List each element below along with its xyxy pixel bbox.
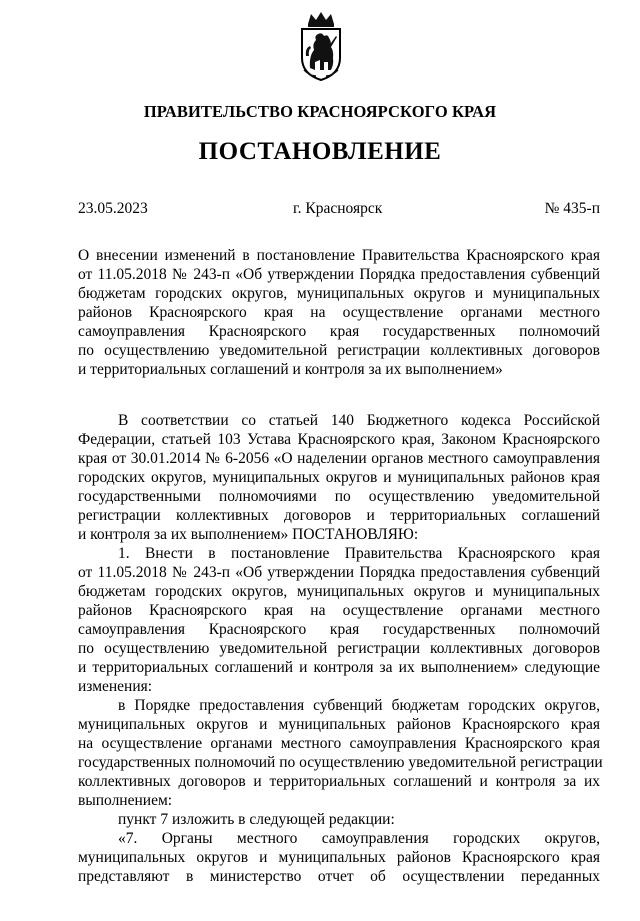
body-line: государственными полномочиями по осуществлению уведомительной — [78, 488, 600, 505]
body-line: представляют в министерство отчет об осуществлении переданных — [78, 868, 600, 885]
government-name: ПРАВИТЕЛЬСТВО КРАСНОЯРСКОГО КРАЯ — [143, 102, 497, 121]
body-line: муниципальных округов и муниципальных районов Красноярского края — [78, 849, 600, 866]
subject-line: самоуправления Красноярского края государственных полномочий — [78, 323, 600, 340]
document-city: г. Красноярск — [293, 200, 383, 217]
body-line: и контроля за их выполнением» ПОСТАНОВЛЯЮ: — [78, 526, 419, 543]
subject-line: по осуществлению уведомительной регистрации коллективных договоров — [78, 342, 600, 359]
body-line: муниципальных округов и муниципальных районов Красноярского края — [78, 716, 600, 733]
subject-line: от 11.05.2018 № 243-п «Об утверждении Порядка предоставления субвенций — [78, 266, 600, 283]
body-line: городских округов, муниципальных округов и муниципальных районов края — [78, 469, 600, 486]
subject-line: районов Красноярского края на осуществление органами местного — [78, 304, 600, 321]
body-line: 1. Внести в постановление Правительства Красноярского края — [118, 545, 600, 562]
subject-line: О внесении изменений в постановление Правительства Красноярского края — [78, 247, 600, 264]
body-line: от 11.05.2018 № 243-п «Об утверждении Порядка предоставления субвенций — [78, 564, 600, 581]
body-line: районов Красноярского края на осуществление органами местного — [78, 602, 600, 619]
document-body — [78, 411, 603, 886]
body-line: регистрации коллективных договоров и территориальных соглашений — [78, 507, 600, 524]
body-line: в Порядке предоставления субвенций бюджетам городских округов, — [118, 697, 600, 714]
coat-of-arms-icon — [296, 10, 346, 82]
document-subject — [78, 246, 600, 379]
document-type: ПОСТАНОВЛЕНИЕ — [198, 138, 442, 165]
body-line: выполнением: — [78, 792, 173, 809]
document-meta — [78, 200, 600, 220]
body-line: и территориальных соглашений и контроля за их выполнением» следующие — [78, 659, 600, 676]
body-line: на осуществление органами местного самоуправления Красноярского края — [78, 735, 600, 752]
body-line: бюджетам городских округов, муниципальных округов и муниципальных — [78, 583, 600, 600]
subject-line: и территориальных соглашений и контроля за их выполнением» — [78, 361, 503, 378]
body-line: В соответствии со статьей 140 Бюджетного кодекса Российской — [118, 412, 600, 429]
subject-line: бюджетам городских округов, муниципальных округов и муниципальных — [78, 285, 600, 302]
body-line: пункт 7 изложить в следующей редакции: — [118, 811, 395, 828]
body-line: по осуществлению уведомительной регистрации коллективных договоров — [78, 640, 600, 657]
body-line: изменения: — [78, 678, 153, 695]
body-line: коллективных договоров и территориальных соглашений и контроля за их — [78, 773, 600, 790]
body-line: Федерации, статьей 103 Устава Красноярского края, Законом Красноярского — [78, 431, 600, 448]
document-number: № 435-п — [544, 200, 600, 217]
document-date: 23.05.2023 — [78, 200, 148, 217]
body-line: края от 30.01.2014 № 6-2056 «О наделении органов местного самоуправления — [78, 450, 600, 467]
body-line: государственных полномочий по осуществлению уведомительной регистрации — [78, 754, 603, 771]
body-line: «7. Органы местного самоуправления городских округов, — [118, 830, 600, 847]
body-line: самоуправления Красноярского края государственных полномочий — [78, 621, 600, 638]
